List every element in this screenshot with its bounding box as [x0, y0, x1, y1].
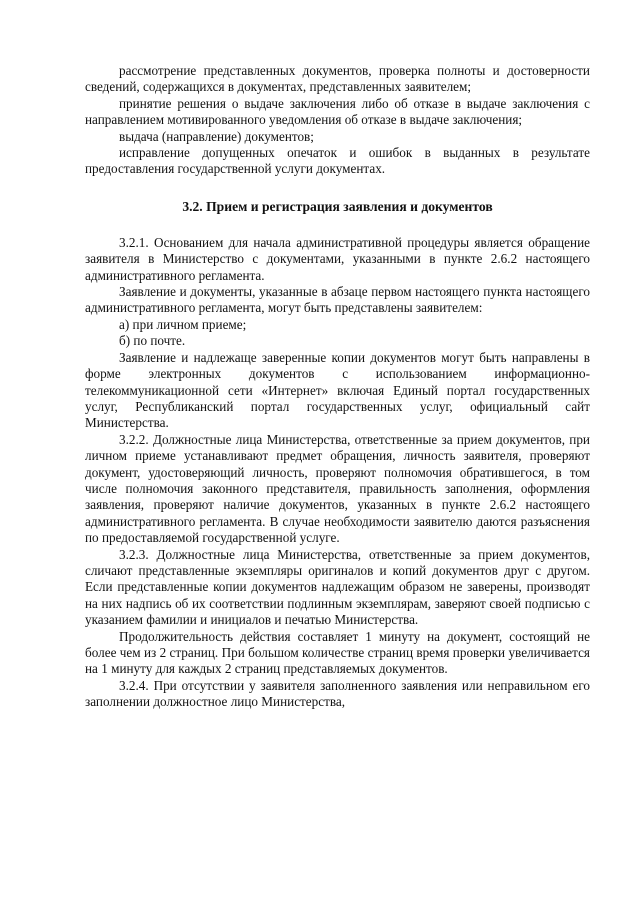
body-paragraph: Заявление и надлежаще заверенные копии документов могут быть направлены в форме электронных документов с использованием информационно-телекоммуникационной сети «Интернет» включая Единый портал государственных услуг, Республиканский портал государственных услуг, официальный сайт Министерства.	[85, 349, 590, 431]
list-item: б) по почте.	[119, 333, 186, 349]
body-paragraph: 3.2.3. Должностные лица Министерства, ответственные за прием документов, сличают представленные экземпляры оригиналов и копий документов друг с другом. Если представленные копии документов надлежащим образом не заверены, производят на них надпись об их соответствии подлинным экземплярам, заверяют своей подписью с указанием фамилии и инициалов и печатью Министерства.	[85, 546, 590, 628]
body-paragraph: принятие решения о выдаче заключения либо об отказе в выдаче заключения с направлением мотивированного уведомления об отказе в выдаче заключения;	[85, 95, 590, 128]
body-paragraph: 3.2.1. Основанием для начала административной процедуры является обращение заявителя в Министерство с документами, указанными в пункте 2.6.2 настоящего административного регламента.	[85, 234, 590, 283]
body-paragraph: Заявление и документы, указанные в абзаце первом настоящего пункта настоящего административного регламента, могут быть представлены заявителем:	[85, 284, 590, 316]
body-paragraph: 3.2.4. При отсутствии у заявителя заполненного заявления или неправильном его заполнении должностное лицо Министерства,	[85, 677, 590, 710]
body-paragraph: 3.2.2. Должностные лица Министерства, ответственные за прием документов, при личном приеме устанавливают предмет обращения, личность заявителя, проверяют документ, удостоверяющий личность, проверяют полномочия обратившегося, в том числе полномочия законного представителя, правильность заполнения, оформления заявления, проверяют наличие документов, указанных в пункте 2.6.2 настоящего административного регламента. В случае необходимости заявителю даются разъяснения по предоставляемой государственной услуге.	[85, 431, 590, 546]
list-item: а) при личном приеме;	[119, 316, 247, 332]
body-paragraph: рассмотрение представленных документов, проверка полноты и достоверности сведений, содержащихся в документах, представленных заявителем;	[85, 63, 590, 95]
body-paragraph: исправление допущенных опечаток и ошибок в выданных в результате предоставления государственной услуги документах.	[85, 145, 590, 177]
body-paragraph: выдача (направление) документов;	[119, 128, 314, 144]
body-paragraph: Продолжительность действия составляет 1 минуту на документ, состоящий не более чем из 2 страниц. При большом количестве страниц время проверки увеличивается на 1 минуту для каждых 2 страниц представляемых документов.	[85, 628, 590, 677]
section-heading: 3.2. Прием и регистрация заявления и документов	[182, 198, 493, 214]
